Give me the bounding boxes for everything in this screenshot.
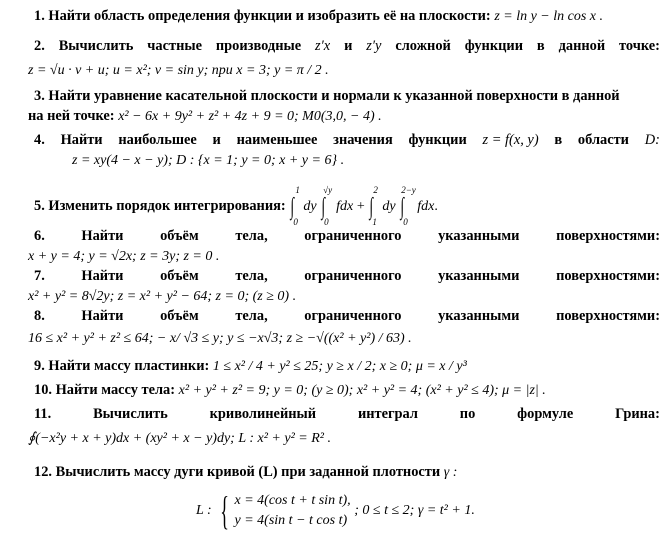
problem-7-formula: x² + y² = 8√2y; z = x² + y² − 64; z = 0; (z ≥ 0) . bbox=[28, 289, 297, 304]
problem-10-number: 10. bbox=[34, 382, 52, 398]
problem-2-title: 2. Вычислить частные производные z′x и z′y сложной функции в данной точке: bbox=[34, 38, 660, 54]
problem-3-formula: на ней точке: x² − 6x + 9y² + z² + 4z + 9 = 0; M0(3,0, − 4) . bbox=[28, 108, 382, 124]
problem-12-number: 12. bbox=[34, 464, 52, 480]
problem-8-formula: 16 ≤ x² + y² + z² ≤ 64; − x/ √3 ≤ y; y ≤ −x√3; z ≥ −√((x² + y²) / 63) . bbox=[28, 331, 412, 346]
problem-1-title: Найти область определения функции и изобразить её на плоскости: bbox=[48, 8, 491, 24]
problem-7-number: 7. bbox=[34, 268, 45, 284]
problem-1-formula: z = ln y − ln cos x . bbox=[494, 9, 604, 24]
problem-10: 10. Найти массу тела: x² + y² + z² = 9; y = 0; (y ≥ 0); x² + y² = 4; (x² + y² ≤ 4); μ = |z| . bbox=[34, 382, 546, 398]
integral-1: 1 ∫ 0 bbox=[290, 184, 300, 227]
problem-9-number: 9. bbox=[34, 358, 45, 374]
problem-7-title: 7. Найти объём тела, ограниченного указанными поверхностями: bbox=[34, 268, 660, 284]
problem-11-number: 11. bbox=[34, 406, 52, 422]
problem-9: 9. Найти массу пластинки: 1 ≤ x² / 4 + y² ≤ 25; y ≥ x / 2; x ≥ 0; μ = x / y³ bbox=[34, 358, 467, 374]
problem-1-number: 1. bbox=[34, 8, 45, 24]
system-brace: { bbox=[220, 487, 230, 533]
problem-3-title: 3. Найти уравнение касательной плоскости и нормали к указанной поверхности в данной bbox=[34, 88, 620, 104]
problem-12-system: L : { x = 4(cos t + t sin t), y = 4(sin t − t cos t) ; 0 ≤ t ≤ 2; γ = t² + 1. bbox=[196, 487, 475, 533]
problem-2-number: 2. bbox=[34, 38, 45, 54]
integral-1b: √y ∫ 0 bbox=[321, 184, 333, 227]
problem-5: 5. Изменить порядок интегрирования: 1 ∫ 0 dy √y ∫ 0 fdx + 2 ∫ 1 dy 2−y ∫ 0 fdx. bbox=[34, 184, 438, 227]
problem-1 bbox=[34, 6, 654, 27]
problem-4-formula: z = xy(4 − x − y); D : {x = 1; y = 0; x + y = 6} . bbox=[72, 153, 345, 168]
problem-8-title: 8. Найти объём тела, ограниченного указанными поверхностями: bbox=[34, 308, 660, 324]
problem-11-title: 11. Вычислить криволинейный интеграл по формуле Грина: bbox=[34, 406, 660, 422]
problem-6-title: 6. Найти объём тела, ограниченного указанными поверхностями: bbox=[34, 228, 660, 244]
problem-2-formula: z = √u · v + u; u = x²; v = sin y; при x = 3; y = π / 2 . bbox=[28, 63, 329, 78]
problem-8-number: 8. bbox=[34, 308, 45, 324]
problem-5-number: 5. bbox=[34, 198, 45, 214]
problem-4-title: 4. Найти наибольшее и наименьшее значения функции z = f(x, y) в области D: bbox=[34, 132, 660, 148]
problem-5-title: Изменить порядок интегрирования: bbox=[48, 198, 286, 214]
problem-6-formula: x + y = 4; y = √2x; z = 3y; z = 0 . bbox=[28, 249, 220, 264]
problem-4-number: 4. bbox=[34, 132, 45, 148]
problem-3-number: 3. bbox=[34, 88, 45, 104]
integral-2b: 2−y ∫ 0 bbox=[400, 184, 416, 227]
problem-11-formula: ∮(−x²y + x + y)dx + (xy² + x − y)dy; L : x² + y² = R² . bbox=[28, 431, 331, 446]
problem-12-title: 12. Вычислить массу дуги кривой (L) при заданной плотности γ : bbox=[34, 464, 458, 480]
problem-6-number: 6. bbox=[34, 228, 45, 244]
integral-2: 2 ∫ 1 bbox=[369, 184, 378, 227]
